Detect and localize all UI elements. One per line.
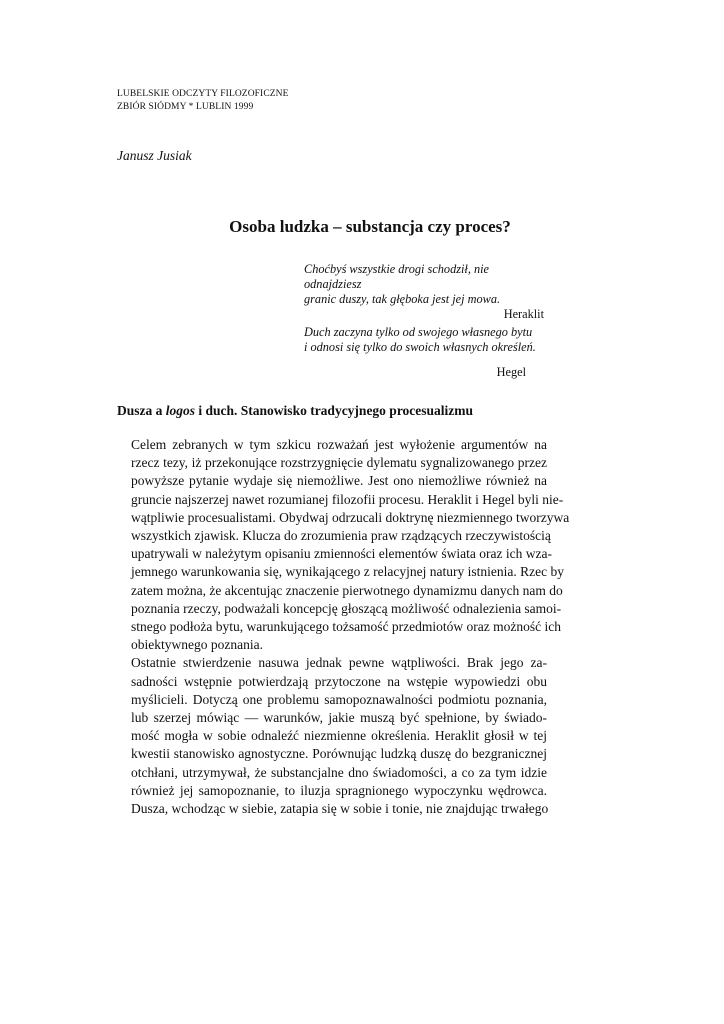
text-line: Dusza, wchodząc w siebie, zatapia się w sobie i tonie, nie znajdując trwałego: [131, 801, 549, 817]
text-line: Ostatnie stwierdzenie nasuwa jednak pewne wątpliwości. Brak jego za-: [131, 655, 547, 671]
section-heading: [117, 403, 473, 419]
journal-name: LUBELSKIE ODCZYTY FILOZOFICZNE: [117, 89, 289, 99]
text-line: kwestii stanowisko agnostyczne. Porównując ludzką duszę do bezgranicznej: [131, 746, 547, 762]
text-line: lub szerzej mówiąc — warunków, jakie muszą być spełnione, by świado-: [131, 710, 547, 726]
section-heading-italic: logos: [165, 403, 196, 418]
author-name: Janusz Jusiak: [117, 148, 192, 163]
text-line: obiektywnego poznania.: [131, 637, 263, 653]
text-line: rzecz tezy, iż przekonujące rozstrzygnięcie dylematu sygnalizowanego przez: [131, 455, 547, 471]
text-line: zatem można, że akcentując znaczenie pierwotnego dynamizmu danych nam do: [131, 582, 563, 598]
epigraph-line: Duch zaczyna tylko od swojego własnego bytu: [304, 325, 533, 339]
epigraph-attribution: Hegel: [496, 365, 526, 379]
text-line: otchłani, utrzymywał, że substancjalne dno świadomości, a co za tym idzie: [131, 764, 547, 780]
section-heading-end: i duch. Stanowisko tradycyjnego procesualizmu: [195, 403, 474, 418]
epigraph-line: Choćbyś wszystkie drogi schodził, nie odnajdziesz: [304, 262, 490, 291]
text-line: mość mogła w sobie odnaleźć niezmienne określenia. Heraklit głosił w tej: [131, 728, 547, 744]
epigraph-hegel: [304, 325, 544, 380]
epigraph-line: granic duszy, tak głęboka jest jej mowa.: [304, 292, 501, 306]
article-title: Osoba ludzka – substancja czy proces?: [229, 217, 511, 236]
text-line: sadności wstępnie potwierdzają przytoczone na wstępie wypowiedzi obu: [131, 673, 547, 689]
epigraph-line: i odnosi się tylko do swoich własnych określeń.: [304, 340, 536, 354]
text-line: stnego podłoża bytu, warunkującego tożsamość przedmiotów oraz możność ich: [131, 619, 561, 635]
text-line: poznania rzeczy, podważali koncepcję głoszącą możliwość odnalezienia samoi-: [131, 600, 562, 616]
text-line: wątpliwie procesualistami. Obydwaj odrzucali doktrynę niezmiennego tworzywa: [131, 509, 570, 525]
text-line: myślicieli. Dotyczą one problemu samopoznawalności podmiotu poznania,: [131, 691, 547, 707]
journal-volume: ZBIÓR SIÓDMY * LUBLIN 1999: [117, 102, 254, 112]
epigraph-heraclitus: [304, 262, 544, 322]
text-line: wszystkich zjawisk. Klucza do zrozumienia praw rządzących rzeczywistością: [131, 528, 551, 544]
text-line: również jej samopoznanie, to iluzja spragnionego wypoczynku wędrowca.: [131, 782, 547, 798]
text-line: powyższe pytanie wydaje się niemożliwe. Jest ono niemożliwe również na: [131, 473, 547, 489]
text-line: jemnego warunkowania się, wynikającego z relacyjnej natury istnienia. Rzec by: [131, 564, 564, 580]
text-line: Celem zebranych w tym szkicu rozważań jest wyłożenie argumentów na: [131, 437, 547, 452]
body-text: [117, 436, 570, 818]
epigraph-attribution: Heraklit: [503, 307, 544, 321]
text-line: upatrywali w należytym opisaniu zmienności elementów świata oraz ich wza-: [131, 546, 552, 562]
paragraph-2: [117, 654, 547, 818]
text-line: gruncie najszerzej nawet rozumianej filozofii procesu. Heraklit i Hegel byli nie-: [131, 491, 564, 507]
section-heading-start: Dusza a: [117, 403, 166, 418]
journal-header: [117, 88, 289, 114]
paragraph-1: [117, 436, 570, 654]
